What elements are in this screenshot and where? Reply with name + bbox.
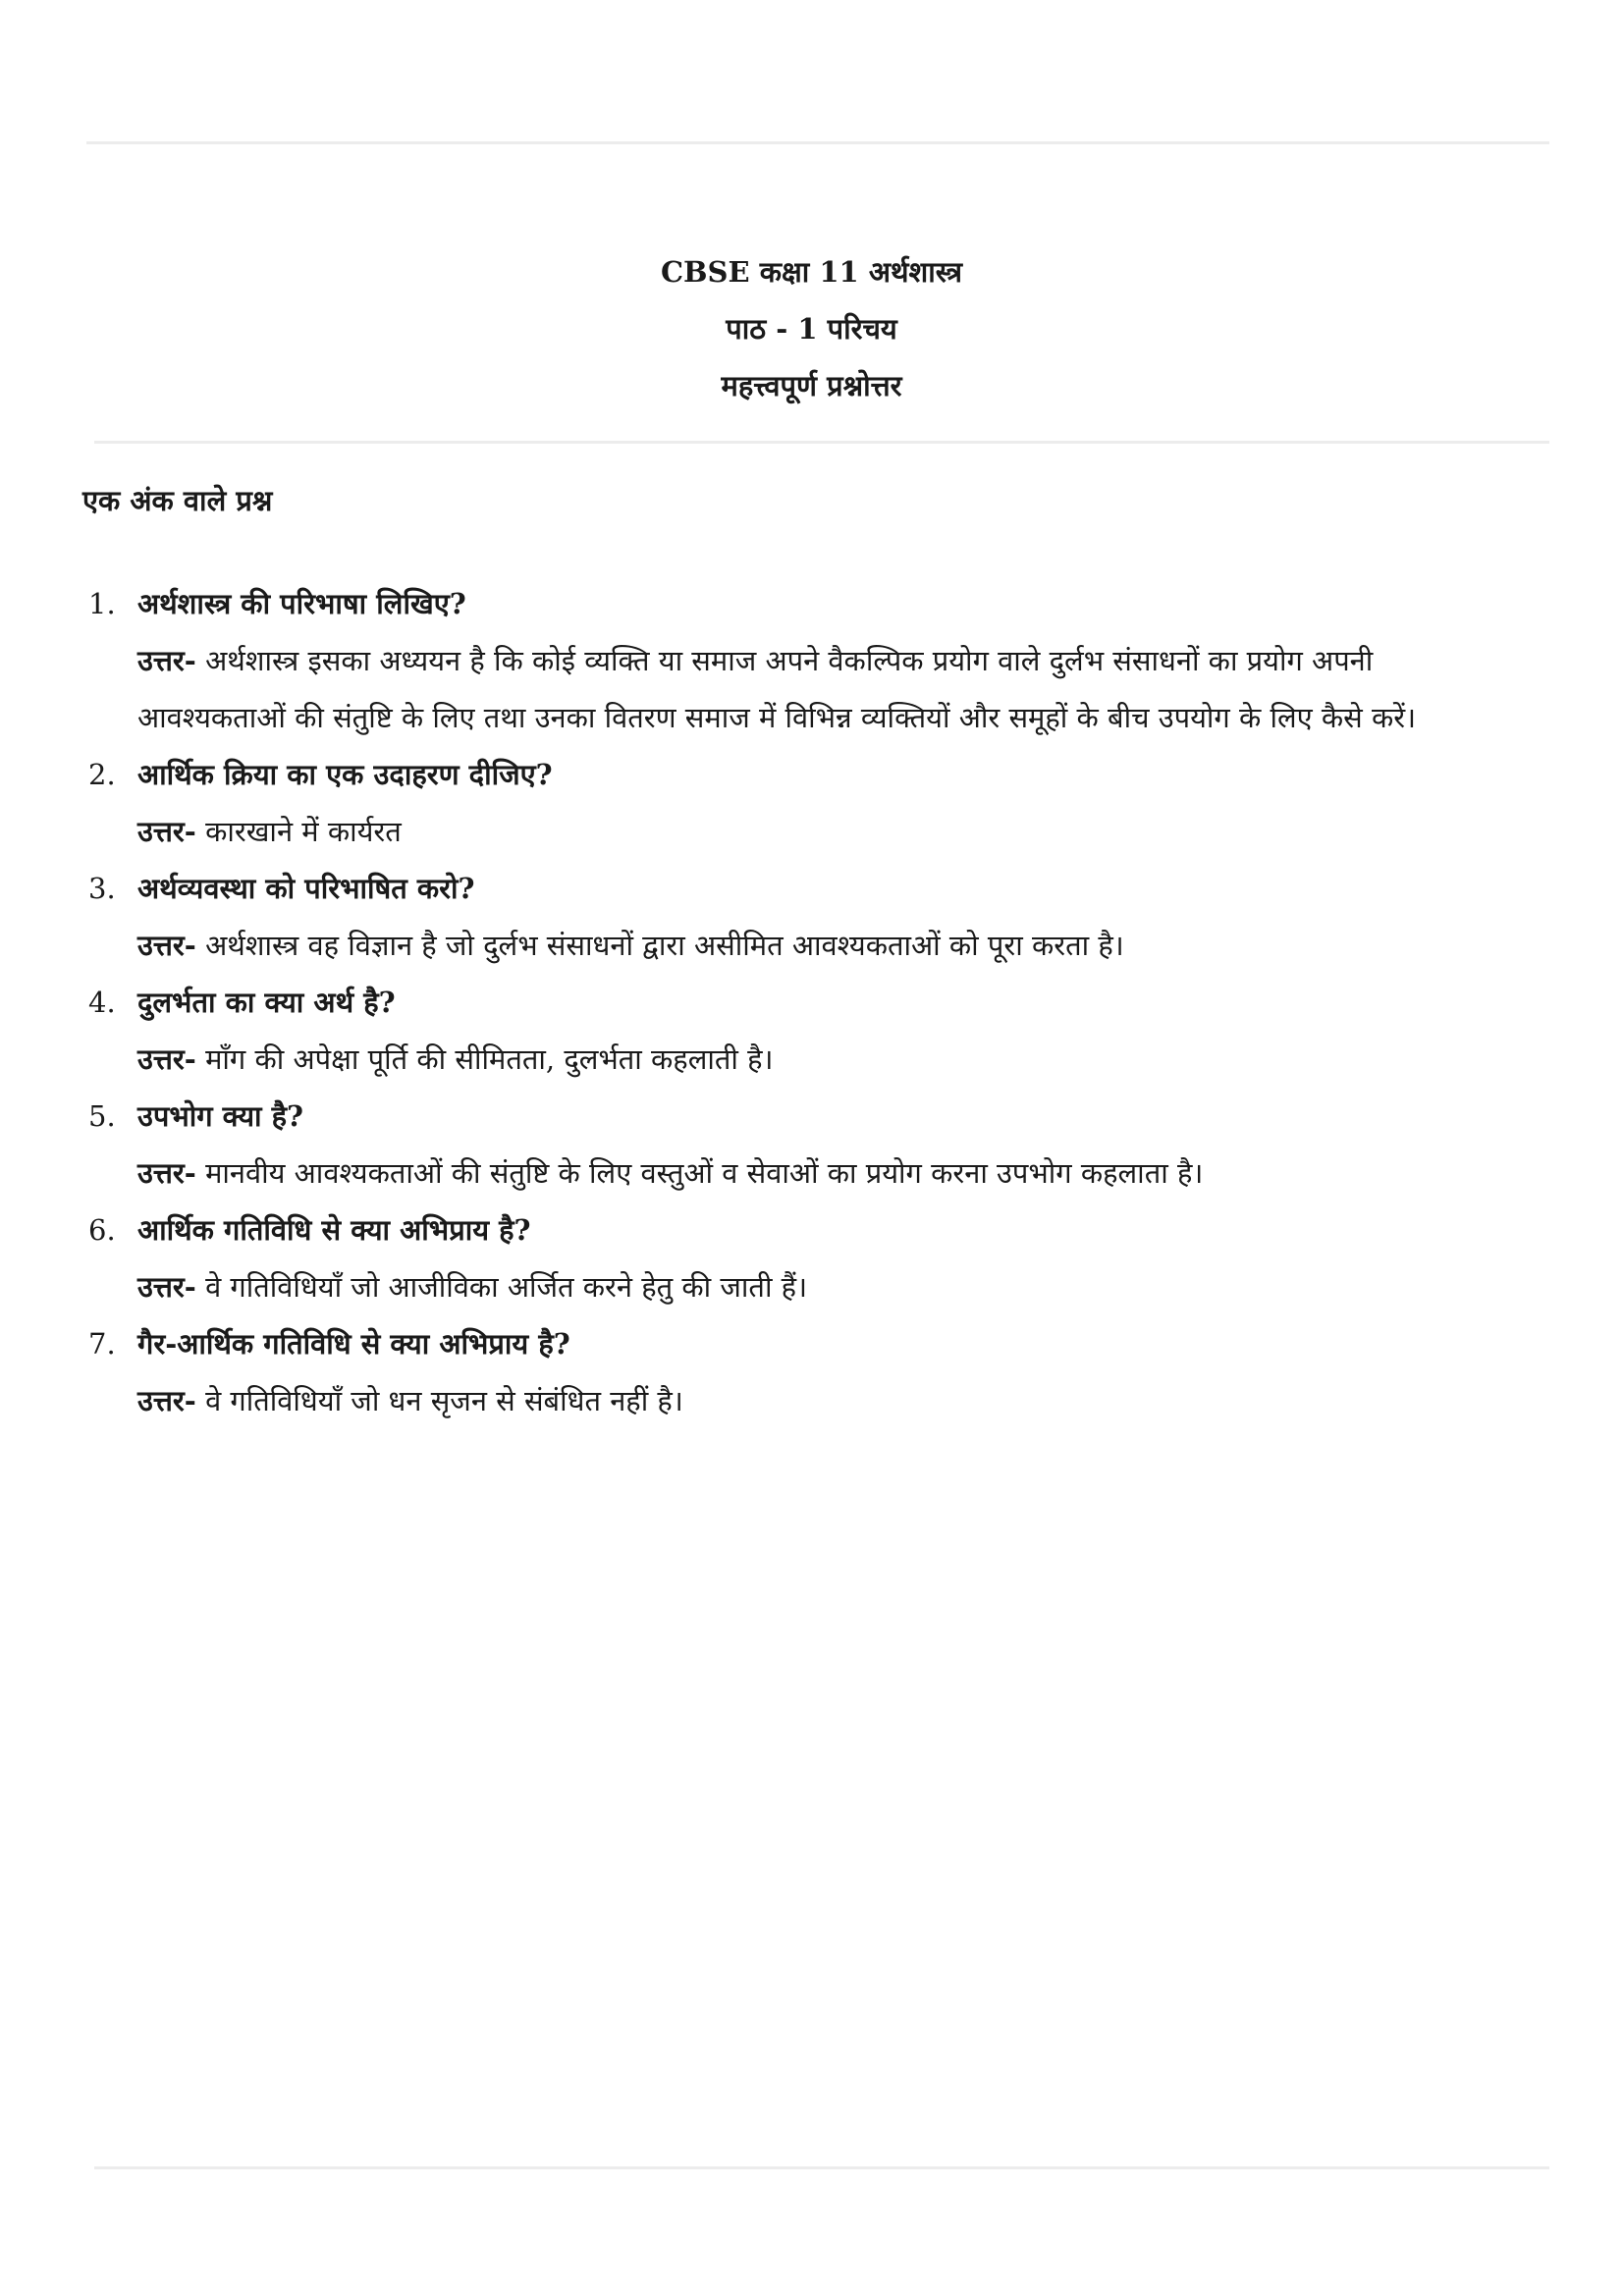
question-number: 5. bbox=[88, 1099, 116, 1133]
question-text: अर्थव्यवस्था को परिभाषित करो? bbox=[137, 872, 475, 905]
document-subtitle: महत्त्वपूर्ण प्रश्नोत्तर bbox=[721, 369, 902, 402]
top-divider bbox=[86, 141, 1549, 144]
answer-label: उत्तर- bbox=[137, 1156, 196, 1190]
answer-body: माँग की अपेक्षा पूर्ति की सीमितता, दुलर्भता कहलाती है। bbox=[205, 1042, 774, 1076]
answer-text bbox=[137, 803, 1522, 860]
question-item bbox=[88, 1315, 1522, 1429]
section-heading: एक अंक वाले प्रश्न bbox=[82, 484, 273, 517]
answer-body: मानवीय आवश्यकताओं की संतुष्टि के लिए वस्तुओं व सेवाओं का प्रयोग करना उपभोग कहलाता है। bbox=[205, 1156, 1204, 1190]
question-text: आर्थिक क्रिया का एक उदाहरण दीजिए? bbox=[137, 758, 553, 791]
answer-body: वे गतिविधियाँ जो धन सृजन से संबंधित नहीं है। bbox=[205, 1384, 683, 1417]
answer-body: वे गतिविधियाँ जो आजीविका अर्जित करने हेतु की जाती हैं। bbox=[205, 1270, 808, 1304]
question-number: 6. bbox=[88, 1213, 116, 1247]
question-text: उपभोग क्या है? bbox=[137, 1099, 304, 1133]
question-text: गैर-आर्थिक गतिविधि से क्या अभिप्राय है? bbox=[137, 1327, 570, 1361]
answer-label: उत्तर- bbox=[137, 1384, 196, 1417]
question-item bbox=[88, 974, 1522, 1088]
question-text: दुलर्भता का क्या अर्थ है? bbox=[137, 986, 396, 1019]
answer-label: उत्तर- bbox=[137, 644, 196, 677]
answer-text bbox=[137, 632, 1522, 746]
answer-label: उत्तर- bbox=[137, 815, 196, 848]
header-divider bbox=[94, 441, 1549, 444]
answer-text bbox=[137, 1372, 1522, 1429]
question-item bbox=[88, 1201, 1522, 1315]
answer-body: अर्थशास्त्र इसका अध्ययन है कि कोई व्यक्ति या समाज अपने वैकल्पिक प्रयोग वाले दुर्लभ संसाधनों का प्रयोग अपनी आवश्यकताओं की संतुष्टि के लिए तथा उनका वितरण समाज में विभिन्न व्यक्तियों और समूहों के बीच उपयोग के लिए कैसे करें। bbox=[137, 644, 1417, 734]
footer-divider bbox=[94, 2166, 1549, 2169]
answer-body: कारखाने में कार्यरत bbox=[205, 815, 402, 848]
question-number: 2. bbox=[88, 758, 116, 791]
question-text: आर्थिक गतिविधि से क्या अभिप्राय है? bbox=[137, 1213, 531, 1247]
question-item bbox=[88, 575, 1522, 746]
question-item bbox=[88, 860, 1522, 974]
answer-text bbox=[137, 1145, 1522, 1201]
question-list bbox=[88, 575, 1522, 1429]
answer-text bbox=[137, 917, 1522, 974]
document-title-block bbox=[0, 243, 1623, 414]
answer-text bbox=[137, 1031, 1522, 1088]
question-number: 3. bbox=[88, 872, 116, 905]
question-number: 1. bbox=[88, 587, 116, 620]
answer-label: उत्तर- bbox=[137, 1270, 196, 1304]
chapter-title: पाठ - 1 परिचय bbox=[726, 312, 897, 346]
question-item bbox=[88, 746, 1522, 860]
question-number: 4. bbox=[88, 986, 116, 1019]
document-title: CBSE कक्षा 11 अर्थशास्त्र bbox=[660, 255, 963, 289]
question-text: अर्थशास्त्र की परिभाषा लिखिए? bbox=[137, 587, 466, 620]
question-item bbox=[88, 1088, 1522, 1201]
answer-body: अर्थशास्त्र वह विज्ञान है जो दुर्लभ संसाधनों द्वारा असीमित आवश्यकताओं को पूरा करता है। bbox=[205, 929, 1124, 962]
question-number: 7. bbox=[88, 1327, 116, 1361]
answer-label: उत्तर- bbox=[137, 929, 196, 962]
answer-text bbox=[137, 1258, 1522, 1315]
answer-label: उत्तर- bbox=[137, 1042, 196, 1076]
